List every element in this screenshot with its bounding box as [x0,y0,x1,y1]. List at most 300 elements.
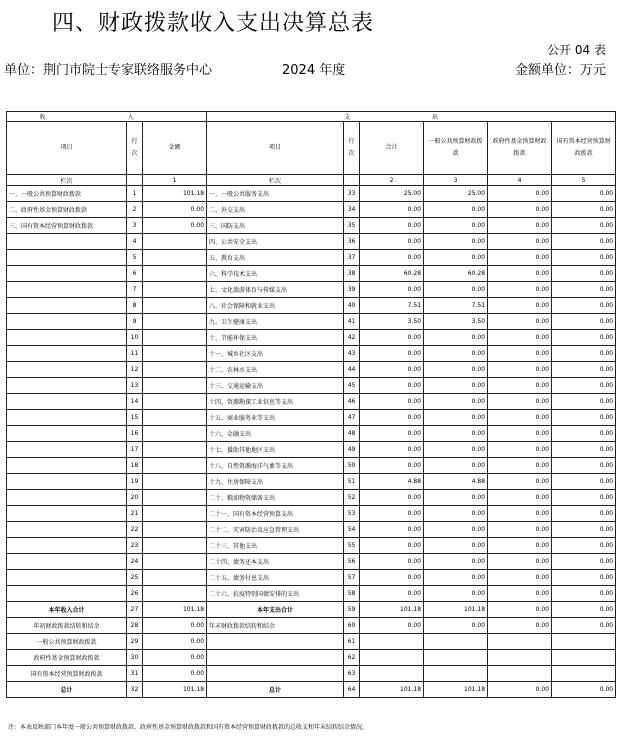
fund-budget-header: 政府性基金预算财政拨款 [488,122,552,175]
total-cell: 0.00 [360,394,424,410]
general-budget-cell: 0.00 [424,506,488,522]
expense-row-no-cell: 43 [344,346,360,362]
column-index-row [7,175,616,186]
general-budget-cell: 0.00 [424,410,488,426]
capital-budget-cell: 0.00 [552,586,616,602]
total-cell: 0.00 [360,362,424,378]
capital-budget-cell: 0.00 [552,282,616,298]
income-amount-cell [143,570,207,586]
expense-item-cell: 十四、资源勘探工业信息等支出 [207,394,344,410]
total-cell: 0.00 [360,346,424,362]
income-item-cell [7,330,127,346]
expense-item-cell: 十二、农林水支出 [207,362,344,378]
fund-budget-cell [488,650,552,666]
expense-item-cell: 总计 [207,682,344,698]
income-row-no-cell: 23 [127,538,143,554]
table-row [7,554,616,570]
expense-row-no-cell: 44 [344,362,360,378]
table-row [7,218,616,234]
general-budget-cell: 0.00 [424,522,488,538]
expense-item-cell: 二十、粮油物资储备支出 [207,490,344,506]
fund-budget-cell: 0.00 [488,586,552,602]
table-row [7,666,616,682]
capital-budget-cell: 0.00 [552,362,616,378]
table-row [7,234,616,250]
income-item-cell [7,538,127,554]
income-amount-cell: 0.00 [143,202,207,218]
expense-item-cell: 十三、交通运输支出 [207,378,344,394]
fund-budget-cell [488,634,552,650]
expense-item-cell [207,650,344,666]
table-row [7,362,616,378]
fund-budget-cell: 0.00 [488,618,552,634]
total-cell: 0.00 [360,490,424,506]
income-item-cell [7,474,127,490]
total-cell: 0.00 [360,442,424,458]
income-row-no-cell: 32 [127,682,143,698]
expense-item-cell: 十九、住房保障支出 [207,474,344,490]
expense-item-cell: 三、国防支出 [207,218,344,234]
total-cell: 0.00 [360,330,424,346]
total-cell: 0.00 [360,586,424,602]
income-row-no-cell: 3 [127,218,143,234]
table-row [7,682,616,698]
income-row-no-cell: 28 [127,618,143,634]
capital-budget-cell: 0.00 [552,538,616,554]
general-budget-header: 一般公共预算财政拨款 [424,122,488,175]
income-row-no-cell: 19 [127,474,143,490]
income-row-no-cell: 25 [127,570,143,586]
capital-budget-cell: 0.00 [552,250,616,266]
expense-row-no-cell: 54 [344,522,360,538]
capital-budget-cell: 0.00 [552,410,616,426]
total-cell: 25.00 [360,186,424,202]
income-item-cell [7,410,127,426]
expense-item-cell: 六、科学技术支出 [207,266,344,282]
table-row [7,634,616,650]
expense-row-no-cell: 39 [344,282,360,298]
form-number: 公开 04 表 [547,43,606,57]
general-budget-cell: 101.18 [424,682,488,698]
expense-row-no-cell: 55 [344,538,360,554]
money-unit: 金额单位：万元 [514,63,606,78]
income-row-no-cell: 26 [127,586,143,602]
capital-budget-cell: 0.00 [552,570,616,586]
fund-budget-cell: 0.00 [488,234,552,250]
expense-index-blank [344,175,360,186]
table-row [7,650,616,666]
general-budget-cell: 0.00 [424,554,488,570]
fund-budget-cell: 0.00 [488,538,552,554]
income-item-cell: 年初财政拨款结转和结余 [7,618,127,634]
income-row-no-cell: 11 [127,346,143,362]
total-cell [360,666,424,682]
table-row [7,474,616,490]
income-row-no-cell: 5 [127,250,143,266]
total-cell: 0.00 [360,410,424,426]
fund-budget-cell: 0.00 [488,330,552,346]
total-cell: 0.00 [360,538,424,554]
capital-budget-cell: 0.00 [552,602,616,618]
income-amount-cell: 0.00 [143,650,207,666]
expense-row-no-cell: 48 [344,426,360,442]
fund-budget-cell: 0.00 [488,522,552,538]
expense-item-cell: 十、节能环保支出 [207,330,344,346]
table-row [7,378,616,394]
expense-item-cell: 四、公共安全支出 [207,234,344,250]
capital-budget-cell: 0.00 [552,202,616,218]
income-row-no-cell: 24 [127,554,143,570]
total-cell [360,634,424,650]
income-amount-cell [143,330,207,346]
footnote: 注：本表反映部门本年度一般公共预算财政拨款、政府性基金预算财政拨款和国有资本经营预算财政拨款的总收支和年末结转结余情况。 [8,724,369,731]
total-cell: 0.00 [360,250,424,266]
capital-budget-cell: 0.00 [552,266,616,282]
expense-row-no-cell: 38 [344,266,360,282]
income-row-no-cell: 8 [127,298,143,314]
expense-item-cell: 二十一、国有资本经营预算支出 [207,506,344,522]
table-row [7,570,616,586]
table-row [7,442,616,458]
general-index: 3 [424,175,488,186]
fund-budget-cell: 0.00 [488,458,552,474]
income-item-cell [7,250,127,266]
income-row-no-cell: 16 [127,426,143,442]
fund-budget-cell: 0.00 [488,218,552,234]
fund-budget-cell: 0.00 [488,394,552,410]
income-item-cell [7,586,127,602]
income-amount-cell [143,378,207,394]
income-row-no-cell: 10 [127,330,143,346]
expense-item-cell: 十五、商业服务业等支出 [207,410,344,426]
general-budget-cell: 0.00 [424,442,488,458]
general-budget-cell: 0.00 [424,490,488,506]
general-budget-cell [424,650,488,666]
income-amount-cell [143,522,207,538]
reporting-unit: 单位：荆门市院士专家联络服务中心 [4,63,213,78]
total-index: 2 [360,175,424,186]
expense-row-no-cell: 47 [344,410,360,426]
fund-budget-cell: 0.00 [488,266,552,282]
general-budget-cell: 4.88 [424,474,488,490]
income-amount-cell [143,490,207,506]
income-item-header: 项目 [7,122,127,175]
capital-budget-cell: 0.00 [552,426,616,442]
expense-row-no-cell: 59 [344,602,360,618]
total-cell: 0.00 [360,426,424,442]
fund-budget-cell: 0.00 [488,186,552,202]
capital-budget-header: 国有资本经营预算财政拨款 [552,122,616,175]
capital-budget-cell: 0.00 [552,218,616,234]
total-cell: 4.88 [360,474,424,490]
expense-item-cell: 十八、自然资源海洋气象等支出 [207,458,344,474]
table-row [7,346,616,362]
income-item-cell [7,298,127,314]
fund-budget-cell: 0.00 [488,378,552,394]
table-row [7,314,616,330]
income-item-cell [7,570,127,586]
table-row [7,586,616,602]
income-amount-cell [143,442,207,458]
income-row-no-cell: 18 [127,458,143,474]
income-index-label: 栏次 [7,175,127,186]
expense-row-no-cell: 36 [344,234,360,250]
report-year: 2024 年度 [282,63,346,78]
fund-budget-cell: 0.00 [488,602,552,618]
income-item-cell [7,282,127,298]
income-item-cell [7,442,127,458]
expense-row-no-cell: 50 [344,458,360,474]
income-row-no-cell: 17 [127,442,143,458]
income-item-cell: 一般公共预算财政拨款 [7,634,127,650]
total-cell: 3.50 [360,314,424,330]
expense-row-no-cell: 35 [344,218,360,234]
general-budget-cell: 0.00 [424,250,488,266]
expense-row-no-cell: 45 [344,378,360,394]
expense-index-label: 栏次 [207,175,344,186]
income-row-no-cell: 1 [127,186,143,202]
income-row-no-cell: 30 [127,650,143,666]
income-amount-cell: 0.00 [143,634,207,650]
income-item-cell [7,490,127,506]
capital-budget-cell: 0.00 [552,378,616,394]
total-cell: 0.00 [360,618,424,634]
report-title: 四、财政拨款收入支出决算总表 [52,11,375,36]
general-budget-cell: 7.51 [424,298,488,314]
fund-budget-cell: 0.00 [488,682,552,698]
total-cell: 0.00 [360,218,424,234]
table-row [7,298,616,314]
expense-item-cell: 十一、城乡社区支出 [207,346,344,362]
table-row [7,202,616,218]
general-budget-cell: 0.00 [424,362,488,378]
income-item-cell: 国有资本经营预算财政拨款 [7,666,127,682]
table-row [7,506,616,522]
income-amount-cell [143,362,207,378]
income-amount-cell [143,394,207,410]
income-row-no-cell: 21 [127,506,143,522]
fund-index: 4 [488,175,552,186]
general-budget-cell: 0.00 [424,394,488,410]
table-row [7,266,616,282]
expense-item-cell: 九、卫生健康支出 [207,314,344,330]
capital-budget-cell: 0.00 [552,554,616,570]
table-row [7,602,616,618]
income-amount-cell [143,298,207,314]
fund-budget-cell: 0.00 [488,298,552,314]
income-item-cell [7,394,127,410]
income-item-cell: 政府性基金预算财政拨款 [7,650,127,666]
table-row [7,394,616,410]
total-cell: 0.00 [360,522,424,538]
fund-budget-cell: 0.00 [488,442,552,458]
income-item-cell [7,378,127,394]
general-budget-cell: 0.00 [424,218,488,234]
expense-item-cell: 十七、援助其他地区支出 [207,442,344,458]
total-cell: 0.00 [360,554,424,570]
expense-section-header: 支 出 [207,112,616,122]
expense-row-no-cell: 33 [344,186,360,202]
capital-budget-cell: 0.00 [552,330,616,346]
general-budget-cell: 0.00 [424,346,488,362]
expense-row-no-cell: 56 [344,554,360,570]
income-amount-cell [143,506,207,522]
income-row-no-cell: 22 [127,522,143,538]
expense-row-no-cell: 53 [344,506,360,522]
expense-item-cell: 本年支出合计 [207,602,344,618]
income-amount-cell: 0.00 [143,218,207,234]
general-budget-cell: 25.00 [424,186,488,202]
fund-budget-cell: 0.00 [488,250,552,266]
expense-row-no-cell: 60 [344,618,360,634]
capital-budget-cell [552,634,616,650]
income-row-no-cell: 9 [127,314,143,330]
income-row-no-cell: 6 [127,266,143,282]
general-budget-cell [424,634,488,650]
income-amount-cell [143,346,207,362]
income-row-no-cell: 27 [127,602,143,618]
capital-budget-cell: 0.00 [552,682,616,698]
general-budget-cell: 0.00 [424,458,488,474]
capital-budget-cell [552,666,616,682]
expense-row-no-cell: 62 [344,650,360,666]
general-budget-cell: 0.00 [424,538,488,554]
income-row-no-cell: 31 [127,666,143,682]
income-row-no-cell: 12 [127,362,143,378]
expense-row-no-cell: 40 [344,298,360,314]
fund-budget-cell [488,666,552,682]
capital-budget-cell: 0.00 [552,522,616,538]
table-row [7,410,616,426]
income-amount-cell: 101.18 [143,682,207,698]
fund-budget-cell: 0.00 [488,474,552,490]
total-cell: 0.00 [360,570,424,586]
expense-item-cell: 二十四、债务还本支出 [207,554,344,570]
income-row-no-cell: 2 [127,202,143,218]
capital-budget-cell: 0.00 [552,474,616,490]
fund-budget-cell: 0.00 [488,346,552,362]
table-row [7,538,616,554]
income-amount-cell [143,538,207,554]
total-cell [360,650,424,666]
total-cell: 60.28 [360,266,424,282]
total-cell: 101.18 [360,682,424,698]
income-amount-cell [143,586,207,602]
capital-budget-cell: 0.00 [552,458,616,474]
expense-row-no-cell: 58 [344,586,360,602]
income-item-cell [7,314,127,330]
capital-budget-cell: 0.00 [552,186,616,202]
total-header: 合计 [360,122,424,175]
expense-item-cell: 二十二、灾害防治及应急管理支出 [207,522,344,538]
income-item-cell [7,458,127,474]
expense-row-no-cell: 34 [344,202,360,218]
income-row-no-cell: 20 [127,490,143,506]
expense-row-no-cell: 52 [344,490,360,506]
income-item-cell [7,522,127,538]
budget-summary-table [6,111,616,698]
income-amount-cell: 0.00 [143,666,207,682]
income-amount-cell [143,426,207,442]
table-row [7,522,616,538]
income-index-blank [127,175,143,186]
general-budget-cell: 0.00 [424,570,488,586]
income-row-no-cell: 15 [127,410,143,426]
income-row-no-cell: 7 [127,282,143,298]
capital-budget-cell: 0.00 [552,490,616,506]
general-budget-cell: 60.28 [424,266,488,282]
income-amount-cell [143,554,207,570]
capital-budget-cell: 0.00 [552,506,616,522]
table-row [7,426,616,442]
capital-budget-cell: 0.00 [552,346,616,362]
income-item-cell: 本年收入合计 [7,602,127,618]
section-header-row [7,112,616,122]
total-cell: 101.18 [360,602,424,618]
income-amount-cell: 0.00 [143,618,207,634]
income-item-cell [7,506,127,522]
general-budget-cell: 0.00 [424,378,488,394]
income-row-no-header: 行次 [127,122,143,175]
expense-item-cell: 一、一般公共服务支出 [207,186,344,202]
total-cell: 0.00 [360,506,424,522]
income-amount-cell: 101.18 [143,602,207,618]
column-header-row [7,122,616,175]
table-row [7,282,616,298]
fund-budget-cell: 0.00 [488,426,552,442]
expense-row-no-cell: 37 [344,250,360,266]
table-row [7,330,616,346]
income-amount-cell [143,282,207,298]
table-row [7,186,616,202]
income-amount-cell: 101.18 [143,186,207,202]
expense-item-header: 项目 [207,122,344,175]
expense-row-no-cell: 49 [344,442,360,458]
total-cell: 7.51 [360,298,424,314]
income-row-no-cell: 13 [127,378,143,394]
fund-budget-cell: 0.00 [488,506,552,522]
capital-budget-cell: 0.00 [552,442,616,458]
expense-item-cell: 二、外交支出 [207,202,344,218]
expense-row-no-cell: 57 [344,570,360,586]
expense-item-cell: 二十三、其他支出 [207,538,344,554]
expense-row-no-cell: 42 [344,330,360,346]
table-row [7,250,616,266]
income-item-cell: 二、政府性基金预算财政拨款 [7,202,127,218]
table-row [7,458,616,474]
income-row-no-cell: 4 [127,234,143,250]
income-item-cell: 一、一般公共预算财政拨款 [7,186,127,202]
total-cell: 0.00 [360,202,424,218]
capital-budget-cell: 0.00 [552,314,616,330]
fund-budget-cell: 0.00 [488,282,552,298]
income-item-cell: 三、国有资本经营预算财政拨款 [7,218,127,234]
expense-item-cell: 七、文化旅游体育与传媒支出 [207,282,344,298]
income-section-header: 收 入 [7,112,207,122]
general-budget-cell [424,666,488,682]
fund-budget-cell: 0.00 [488,490,552,506]
capital-budget-cell: 0.00 [552,298,616,314]
capital-budget-cell: 0.00 [552,394,616,410]
income-row-no-cell: 29 [127,634,143,650]
expense-item-cell: 五、教育支出 [207,250,344,266]
fund-budget-cell: 0.00 [488,202,552,218]
expense-item-cell [207,634,344,650]
general-budget-cell: 0.00 [424,282,488,298]
general-budget-cell: 0.00 [424,330,488,346]
expense-row-no-cell: 61 [344,634,360,650]
expense-item-cell: 八、社会保障和就业支出 [207,298,344,314]
